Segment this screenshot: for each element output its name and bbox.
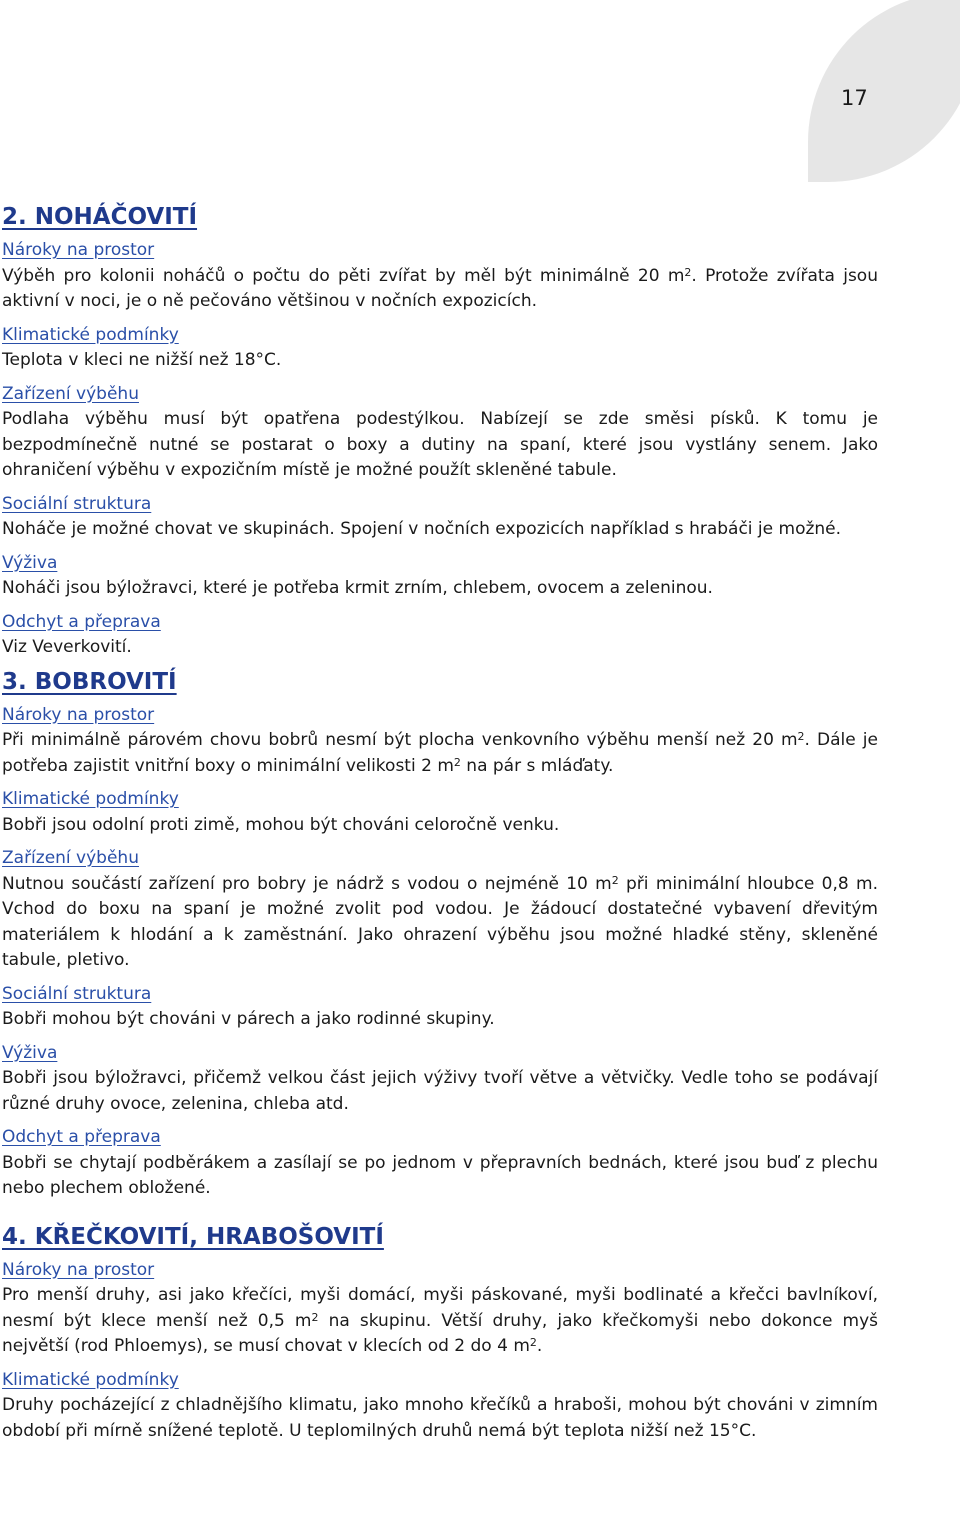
subsection-heading: Výživa [2,552,58,573]
section-title: 2. NOHÁČOVITÍ [2,204,198,230]
paragraph: Noháči jsou býložravci, které je potřeba krmit zrním, chlebem, ovocem a zeleninou. [2,578,713,598]
paragraph: Druhy pocházející z chladnějšího klimatu, jako mnoho křečíků a hraboši, mohou být chováni v zimním období při mírně snížené teplotě. U teplomilných druhů nemá být teplota nižší než 15°C. [2,1395,878,1441]
paragraph: Pro menší druhy, asi jako křečíci, myši domácí, myši páskované, myši bodlinaté a křečci bavlníkoví, nesmí být klece menší než 0,5 $m^2$ na skupinu. Větší druhy, jako křečkomyši nebo dokonce myš největší (rod Phloemys), se musí chovat v klecích od 2 do 4 $m^2$. [2,1285,878,1356]
subsection-heading: Odchyt a přeprava [2,1127,161,1147]
page-number: 17 [841,86,868,110]
subsection-heading: Nároky na prostor [2,1259,155,1280]
subsection-heading: Sociální struktura [2,983,152,1004]
paragraph: Nutnou součástí zařízení pro bobry je nádrž s vodou o nejméně 10 $m^2$ při minimální hloubce 0,8 m. Vchod do boxu na spaní je možné zvolit pod vodou. Je žádoucí dostatečné vybavení dřevitým materiálem k hlodání a k zaměstnání. Jako ohrazení výběhu jsou možné hladké stěny, skleněné tabule, pletivo. [2,873,878,970]
subsection-heading: Sociální struktura [2,493,152,514]
paragraph: Viz Veverkovití. [2,637,132,657]
subsection-heading: Nároky na prostor [2,704,155,725]
paragraph: Bobři se chytají podběrákem a zasílají se po jednom v přepravních bednách, které jsou buď z plechu nebo plechem obložené. [2,1152,878,1198]
subsection-heading: Výživa [2,1042,58,1063]
document-body [2,198,878,1444]
paragraph: Noháče je možné chovat ve skupinách. Spojení v nočních expozicích například s hrabáči je možné. [2,519,842,539]
subsection-heading: Klimatické podmínky [2,789,179,809]
paragraph: Bobři jsou odolní proti zimě, mohou být chováni celoročně venku. [2,814,560,835]
section-title: 3. BOBROVITÍ [2,668,177,695]
subsection-heading: Zařízení výběhu [2,383,139,404]
paragraph: Teplota v kleci ne nižší než 18°C. [2,350,282,370]
paragraph: Bobři jsou býložravci, přičemž velkou část jejich výživy tvoří větve a větvičky. Vedle toho se podávají různé druhy ovoce, zelenina, chleba atd. [2,1068,878,1114]
paragraph: Bobři mohou být chováni v párech a jako rodinné skupiny. [2,1009,495,1029]
paragraph: Při minimálně párovém chovu bobrů nesmí být plocha venkovního výběhu menší než 20 $m^2$. Dále je potřeba zajistit vnitřní boxy o minimální velikosti 2 $m^2$ na pár s mláďaty. [2,730,878,776]
decorative-leaf-shape [808,0,960,182]
paragraph: Výběh pro kolonii noháčů o počtu do pěti zvířat by měl být minimálně 20 $m^2$. Protože zvířata jsou aktivní v noci, je o ně pečováno většinou v nočních expozicích. [2,265,878,311]
subsection-heading: Zařízení výběhu [2,848,139,868]
subsection-heading: Klimatické podmínky [2,324,179,345]
section-title: 4. KŘEČKOVITÍ, HRABOŠOVITÍ [2,1223,384,1250]
subsection-heading: Klimatické podmínky [2,1369,179,1390]
paragraph: Podlaha výběhu musí být opatřena podestýlkou. Nabízejí se zde směsi písků. K tomu je bezpodmínečně nutné se postarat o boxy a dutiny na spaní, které jsou vystlány senem. Jako ohraničení výběhu v expozičním místě je možné použít skleněné tabule. [2,409,878,480]
subsection-heading: Nároky na prostor [2,240,155,260]
subsection-heading: Odchyt a přeprava [2,611,161,632]
